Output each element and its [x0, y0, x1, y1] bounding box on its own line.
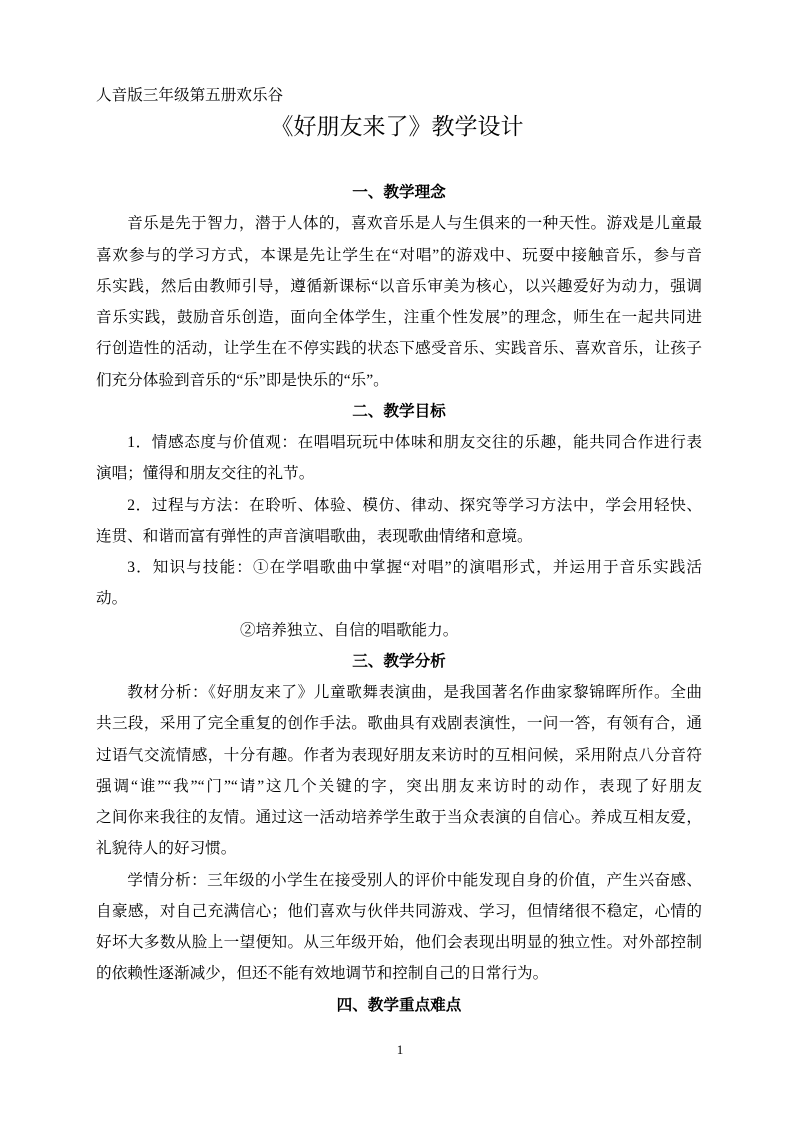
text-line: 教材分析：《好朋友来了》儿童歌舞表演曲，是我国著名作曲家黎锦晖所作。全曲 — [127, 684, 702, 701]
document-body — [96, 177, 702, 1021]
text-line: 自豪感，对自己充满信心；他们喜欢与伙伴共同游戏、学习，但情绪很不稳定，心情的 — [96, 902, 702, 920]
page-number: 1 — [396, 1042, 404, 1057]
text-line: 乐实践，然后由教师引导，遵循新课标“以音乐审美为核心，以兴趣爱好为动力，强调 — [96, 277, 702, 295]
section-heading-teaching-analysis: 三、教学分析 — [352, 652, 446, 670]
text-line: 动。 — [96, 590, 128, 608]
goal-item-emotion — [96, 427, 702, 490]
text-line: 们充分体验到音乐的“乐”即是快乐的“乐”。 — [96, 371, 389, 389]
goal-item-knowledge-sub — [96, 615, 702, 646]
section-heading-key-points: 四、教学重点难点 — [336, 996, 462, 1014]
text-line: 学情分析：三年级的小学生在接受别人的评价中能发现自身的价值，产生兴奋感、 — [127, 871, 702, 889]
text-line: 好坏大多数从脸上一望便知。从三年级开始，他们会表现出明显的独立性。对外部控制 — [96, 934, 702, 951]
text-line: 行创造性的活动，让学生在不停实践的状态下感受音乐、实践音乐、喜欢音乐，让孩子 — [96, 340, 702, 358]
text-line: 的依赖性逐渐减少，但还不能有效地调节和控制自己的日常行为。 — [96, 965, 549, 983]
text-line: ②培养独立、自信的唱歌能力。 — [240, 621, 459, 639]
text-line: 音乐是先于智力，潜于人体的，喜欢音乐是人与生俱来的一种天性。游戏是儿童最 — [127, 215, 702, 233]
section-heading-teaching-goals: 二、教学目标 — [352, 402, 446, 420]
section-heading-teaching-philosophy: 一、教学理念 — [352, 184, 446, 201]
series-label: 人音版三年级第五册欢乐谷 — [96, 87, 284, 104]
paragraph-material-analysis — [96, 677, 702, 865]
text-line: 2．过程与方法：在聆听、体验、模仿、律动、探究等学习方法中，学会用轻快、 — [127, 496, 702, 514]
goal-item-process — [96, 490, 702, 553]
text-line: 连贯、和谐而富有弹性的声音演唱歌曲，表现歌曲情绪和意境。 — [96, 527, 533, 545]
paragraph-teaching-philosophy — [96, 208, 702, 396]
text-line: 礼貌待人的好习惯。 — [96, 840, 237, 858]
text-line: 喜欢参与的学习方式，本课是先让学生在“对唱”的游戏中、玩耍中接触音乐，参与音 — [96, 246, 702, 264]
text-line: 过语气交流情感，十分有趣。作者为表现好朋友来访时的互相问候，采用附点八分音符 — [96, 746, 702, 764]
text-line: 3．知识与技能：①在学唱歌曲中掌握“对唱”的演唱形式，并运用于音乐实践活 — [127, 559, 702, 576]
text-line: 音乐实践，鼓励音乐创造，面向全体学生，注重个性发展”的理念，师生在一起共同进 — [96, 309, 702, 326]
text-line: 之间你来我往的友情。通过这一活动培养学生敢于当众表演的自信心。养成互相友爱， — [96, 809, 702, 826]
goal-item-knowledge — [96, 552, 702, 615]
document-title: 《好朋友来了》教学设计 — [270, 114, 524, 140]
text-line: 共三段，采用了完全重复的创作手法。歌曲具有戏剧表演性，一问一答，有领有合，通 — [96, 715, 702, 733]
text-line: 1．情感态度与价值观：在唱唱玩玩中体味和朋友交往的乐趣，能共同合作进行表 — [127, 434, 702, 451]
text-line: 强调“谁”“我”“门”“请”这几个关键的字，突出朋友来访时的动作，表现了好朋友 — [96, 777, 702, 795]
paragraph-learner-analysis — [96, 865, 702, 990]
text-line: 演唱；懂得和朋友交往的礼节。 — [96, 465, 315, 483]
